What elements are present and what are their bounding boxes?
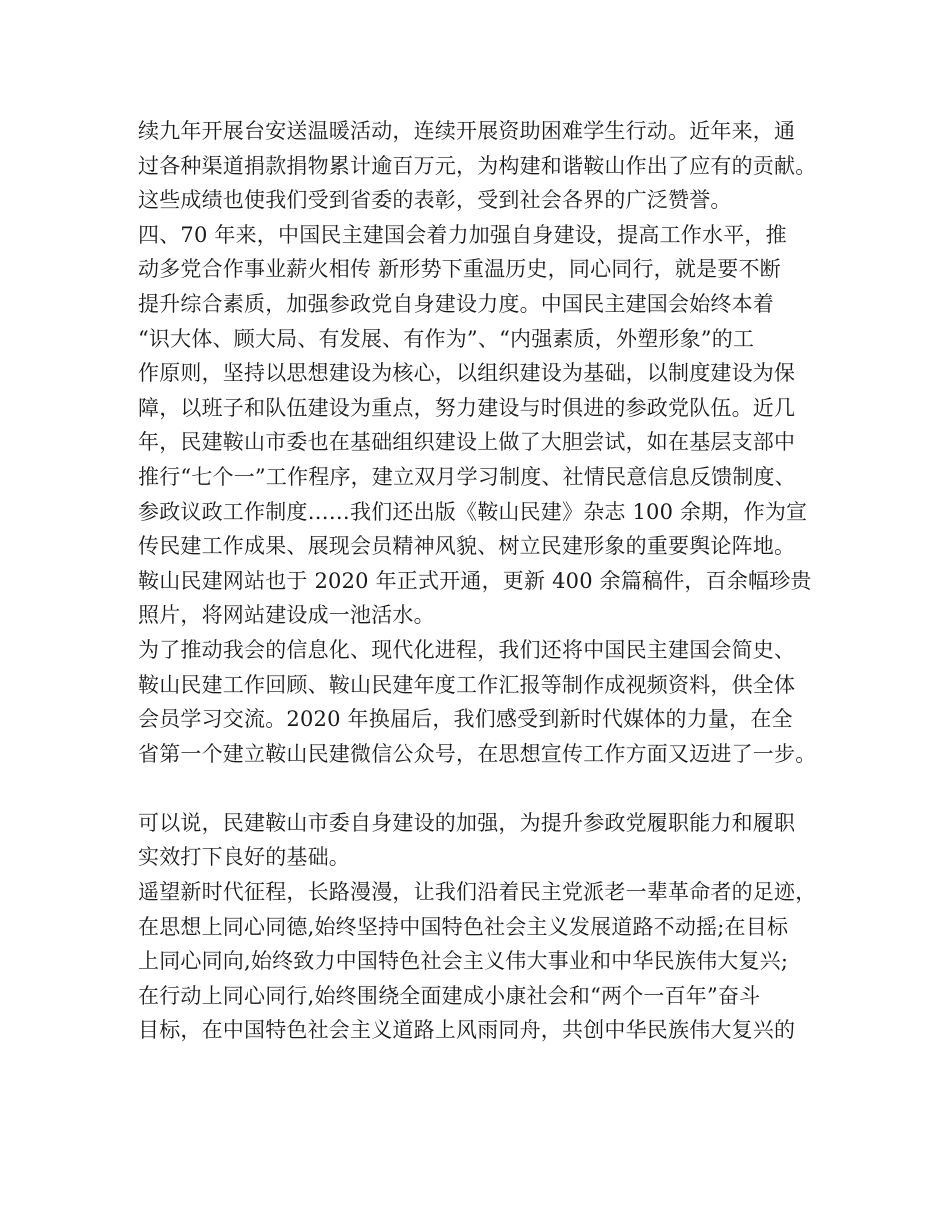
- paragraph-3: [138, 633, 838, 771]
- text-line: “识大体、顾大局、有发展、有作为”、“内强素质，外塑形象”的工: [138, 326, 755, 351]
- text-line: 省第一个建立鞍山民建微信公众号，在思想宣传工作方面又迈进了一步。: [138, 741, 817, 766]
- paragraph-2: [138, 218, 838, 633]
- text-line: 作原则，坚持以思想建设为核心，以组织建设为基础，以制度建设为保: [138, 361, 796, 386]
- paragraph-5: [138, 875, 838, 1048]
- text-line: 鞍山民建网站也于 2020 年正式开通，更新 400 余篇稿件，百余幅珍贵: [138, 568, 812, 593]
- text-line: 四、70 年来，中国民主建国会着力加强自身建设，提高工作水平，推: [138, 222, 787, 247]
- text-line: 目标，在中国特色社会主义道路上风雨同舟，共创中华民族伟大复兴的: [138, 1018, 796, 1043]
- paragraph-spacer: [138, 771, 838, 806]
- text-line: 在行动上同心同行,始终围绕全面建成小康社会和“两个一百年”奋斗: [138, 983, 761, 1008]
- paragraph-4: [138, 806, 838, 875]
- text-line: 动多党合作事业薪火相传 新形势下重温历史，同心同行，就是要不断: [138, 257, 781, 282]
- text-line: 这些成绩也使我们受到省委的表彰，受到社会各界的广泛赞誉。: [138, 188, 732, 213]
- paragraph-1: [138, 114, 838, 218]
- text-line: 会员学习交流。2020 年换届后，我们感受到新时代媒体的力量，在全: [138, 707, 793, 732]
- text-line: 障，以班子和队伍建设为重点，努力建设与时俱进的参政党队伍。近几: [138, 395, 796, 420]
- document-body: [138, 114, 838, 1048]
- text-line: 遥望新时代征程，长路漫漫，让我们沿着民主党派老一辈革命者的足迹，: [138, 880, 817, 905]
- text-line: 为了推动我会的信息化、现代化进程，我们还将中国民主建国会简史、: [138, 637, 796, 662]
- text-line: 上同心同向,始终致力中国特色社会主义伟大事业和中华民族伟大复兴;: [138, 949, 789, 974]
- text-line: 照片，将网站建设成一池活水。: [138, 603, 435, 628]
- text-line: 过各种渠道捐款捐物累计逾百万元，为构建和谐鞍山作出了应有的贡献。: [138, 153, 817, 178]
- text-line: 续九年开展台安送温暖活动，连续开展资助困难学生行动。近年来，通: [138, 119, 796, 143]
- text-line: 年，民建鞍山市委也在基础组织建设上做了大胆尝试，如在基层支部中: [138, 430, 796, 455]
- text-line: 在思想上同心同德,始终坚持中国特色社会主义发展道路不动摇;在目标: [138, 914, 789, 939]
- text-line: 提升综合素质，加强参政党自身建设力度。中国民主建国会始终本着: [138, 291, 774, 316]
- text-line: 推行“七个一”工作程序，建立双月学习制度、社情民意信息反馈制度、: [138, 464, 796, 489]
- text-line: 传民建工作成果、展现会员精神风貌、树立民建形象的重要舆论阵地。: [138, 534, 796, 559]
- text-line: 实效打下良好的基础。: [138, 845, 350, 870]
- text-line: 可以说，民建鞍山市委自身建设的加强，为提升参政党履职能力和履职: [138, 810, 796, 835]
- text-line: 鞍山民建工作回顾、鞍山民建年度工作汇报等制作成视频资料，供全体: [138, 672, 796, 697]
- text-line: 参政议政工作制度……我们还出版《鞍山民建》杂志 100 余期，作为宣: [138, 499, 808, 524]
